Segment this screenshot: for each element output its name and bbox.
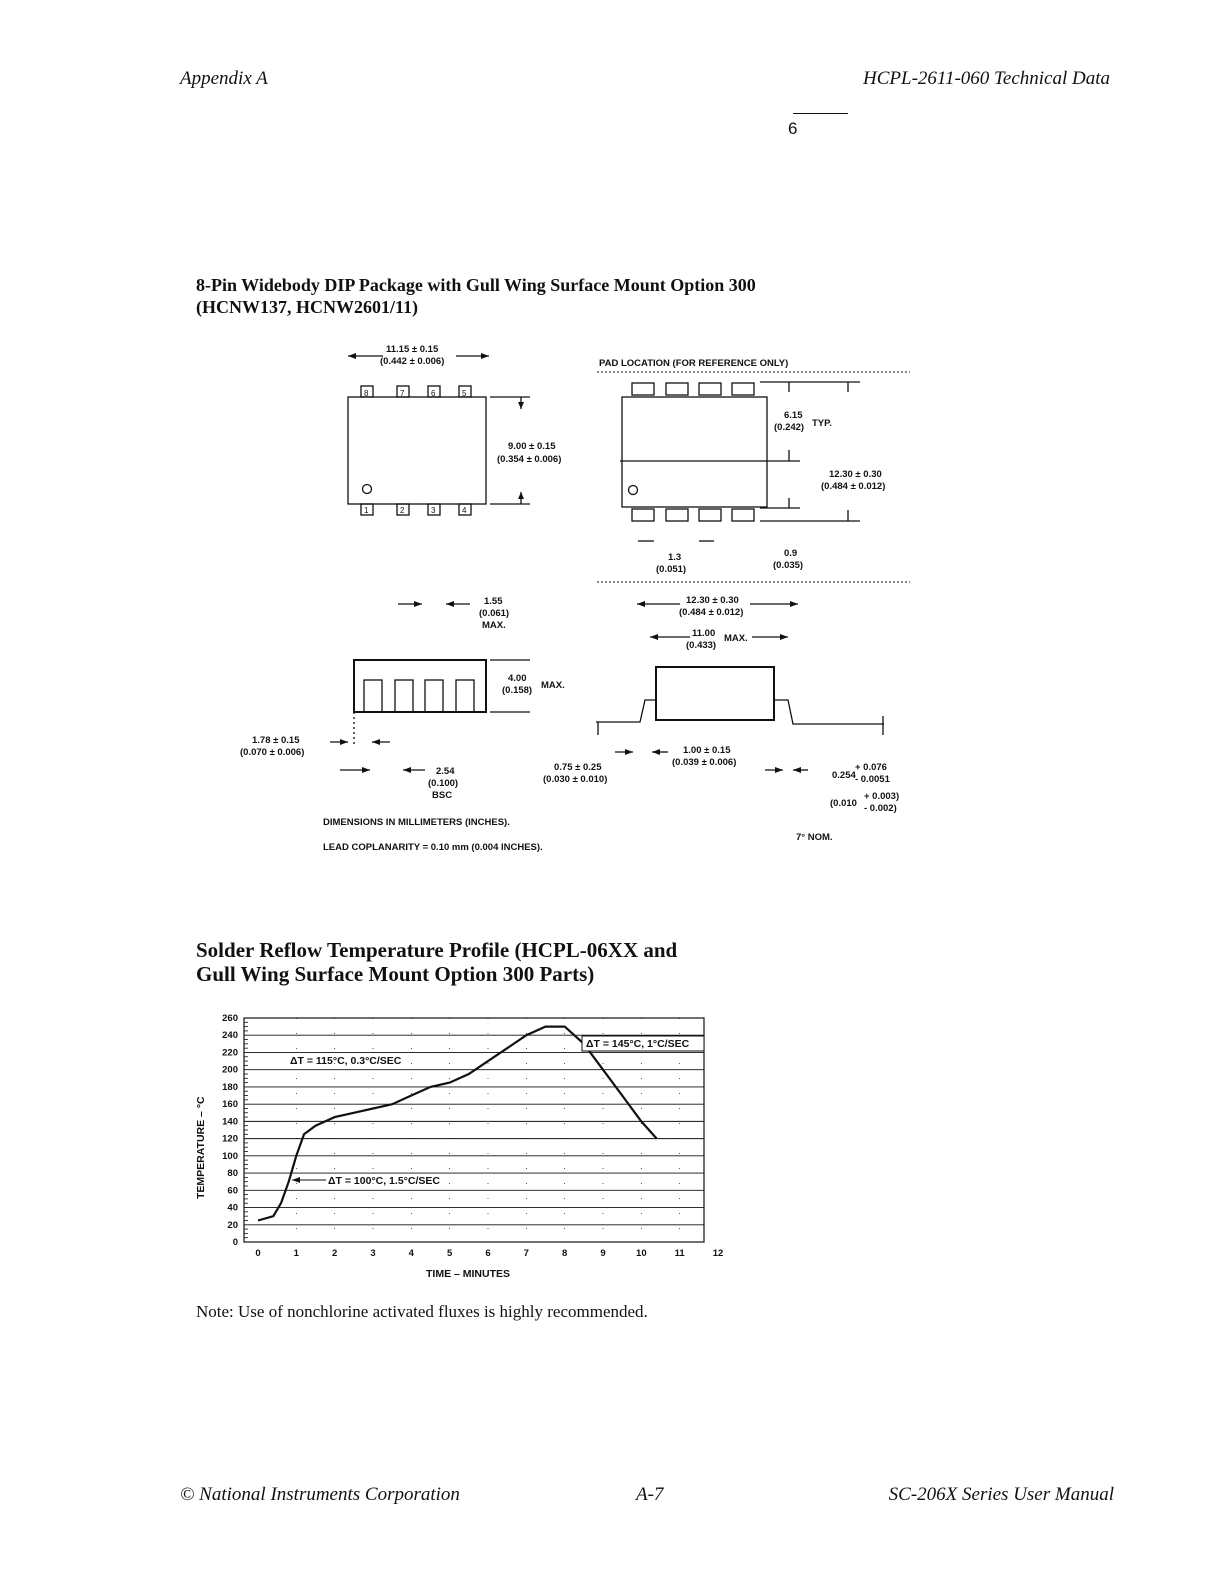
thick-plus: + 0.076: [855, 762, 887, 773]
y-tick-label: 100: [222, 1150, 238, 1162]
x-tick-label: 2: [332, 1248, 338, 1259]
y-tick-label: 0: [232, 1237, 238, 1248]
x-tick-label: 6: [485, 1248, 491, 1259]
body-max-in: (0.433): [686, 640, 717, 651]
pad-pitch: 1.3: [668, 552, 682, 563]
pad-span-in: (0.484 ± 0.012): [821, 481, 886, 492]
y-tick-label: 20: [227, 1219, 238, 1231]
pitch-in: (0.100): [428, 778, 459, 789]
pin-6: 6: [431, 389, 436, 398]
pitch-label: BSC: [432, 790, 453, 801]
x-tick-label: 0: [255, 1248, 261, 1259]
height-max-in: (0.158): [502, 685, 533, 696]
pin-7: 7: [400, 389, 405, 398]
pad-typ-in: (0.242): [774, 422, 805, 433]
flux-note: Note: Use of nonchlorine activated fluxes is highly recommended.: [196, 1302, 648, 1321]
package-drawing: [230, 338, 920, 860]
pad-location-label: PAD LOCATION (FOR REFERENCE ONLY): [599, 358, 789, 369]
thick-minus: - 0.0051: [855, 774, 890, 785]
section2-title-line1: Solder Reflow Temperature Profile (HCPL-06XX and: [196, 938, 678, 962]
x-tick-label: 10: [636, 1248, 647, 1259]
pad-typ-label: TYP.: [812, 418, 832, 429]
lead-width: 1.78 ± 0.15: [252, 735, 300, 746]
pin-2: 2: [400, 506, 405, 515]
standoff-in: (0.039 ± 0.006): [672, 757, 737, 768]
lead-width-in: (0.070 ± 0.006): [240, 747, 305, 758]
chart-grid: [244, 1018, 704, 1242]
thick-in: (0.010: [830, 798, 857, 809]
pin-5: 5: [462, 389, 467, 398]
x-tick-label: 1: [293, 1248, 299, 1259]
thick-in-minus: - 0.002): [864, 803, 897, 814]
y-tick-label: 220: [222, 1047, 238, 1059]
y-tick-label: 60: [227, 1185, 238, 1197]
pin-1: 1: [364, 506, 369, 515]
angle-label: 7° NOM.: [796, 832, 833, 843]
pin-8: 8: [364, 389, 369, 398]
pin-4: 4: [462, 506, 467, 515]
thick-in-plus: + 0.003): [864, 791, 900, 802]
span2-in: (0.484 ± 0.012): [679, 607, 744, 618]
lead-max: 1.55: [484, 596, 503, 607]
pitch: 2.54: [436, 766, 455, 777]
top-view-body: [348, 397, 486, 504]
dim-top-width-in: (0.442 ± 0.006): [380, 356, 445, 367]
foot-in: (0.030 ± 0.010): [543, 774, 608, 785]
body-max-label: MAX.: [724, 633, 748, 644]
annotation-1: ΔT = 145°C, 1°C/SEC: [586, 1038, 690, 1050]
x-axis-label: TIME – MINUTES: [426, 1268, 511, 1280]
footer-center: A-7: [636, 1484, 664, 1505]
x-tick-label: 5: [447, 1248, 453, 1259]
y-tick-label: 240: [222, 1030, 238, 1042]
header-right: HCPL-2611-060 Technical Data: [863, 68, 1110, 89]
footer-right: SC-206X Series User Manual: [888, 1484, 1114, 1505]
section1-title: [196, 274, 756, 318]
standoff: 1.00 ± 0.15: [683, 745, 731, 756]
header-rule: [793, 113, 848, 114]
x-tick-label: 9: [600, 1248, 606, 1259]
header-left: Appendix A: [180, 68, 268, 89]
span2: 12.30 ± 0.30: [686, 595, 739, 606]
y-tick-label: 180: [222, 1081, 238, 1093]
lead-max-label: MAX.: [482, 620, 506, 631]
x-tick-label: 4: [408, 1248, 414, 1259]
x-tick-label: 7: [523, 1248, 529, 1259]
x-tick-label: 3: [370, 1248, 376, 1259]
pad-span: 12.30 ± 0.30: [829, 469, 882, 480]
page-number: 6: [788, 119, 798, 138]
section2-title: [196, 938, 677, 986]
annotation-0: ΔT = 115°C, 0.3°C/SEC: [290, 1055, 402, 1067]
section1-title-line2: (HCNW137, HCNW2601/11): [196, 297, 418, 317]
x-tick-label: 12: [712, 1248, 724, 1259]
pad-typ-mm: 6.15: [784, 410, 803, 421]
lead-max-in: (0.061): [479, 608, 510, 619]
dim-side-height: 9.00 ± 0.15: [508, 441, 556, 452]
reflow-chart: [186, 1004, 724, 1294]
note-coplanarity: LEAD COPLANARITY = 0.10 mm (0.004 INCHES).: [323, 842, 543, 853]
section1-title-line1: 8-Pin Widebody DIP Package with Gull Wing Surface Mount Option 300: [196, 275, 756, 295]
y-tick-label: 160: [222, 1099, 238, 1111]
body-max: 11.00: [692, 628, 716, 639]
x-tick-label: 11: [674, 1248, 685, 1259]
y-tick-label: 200: [222, 1064, 238, 1076]
height-max-label: MAX.: [541, 680, 565, 691]
pad-width-in: (0.035): [773, 560, 804, 571]
y-tick-label: 80: [227, 1168, 238, 1180]
y-tick-label: 140: [222, 1116, 238, 1128]
annotation-2: ΔT = 100°C, 1.5°C/SEC: [328, 1175, 440, 1187]
pin-3: 3: [431, 506, 436, 515]
y-axis-label: TEMPERATURE – °C: [195, 1096, 207, 1199]
pad-width: 0.9: [784, 548, 798, 559]
y-tick-label: 120: [222, 1133, 238, 1145]
dim-top-width: 11.15 ± 0.15: [386, 344, 439, 355]
foot: 0.75 ± 0.25: [554, 762, 602, 773]
note-dimensions: DIMENSIONS IN MILLIMETERS (INCHES).: [323, 817, 510, 828]
height-max: 4.00: [508, 673, 527, 684]
x-tick-label: 8: [562, 1248, 568, 1259]
thick: 0.254: [832, 770, 856, 781]
footer-left: © National Instruments Corporation: [180, 1484, 460, 1505]
y-tick-label: 260: [222, 1013, 238, 1024]
section2-title-line2: Gull Wing Surface Mount Option 300 Parts): [196, 962, 595, 986]
y-tick-label: 40: [227, 1202, 238, 1214]
plot-frame: [244, 1018, 704, 1242]
dim-side-height-in: (0.354 ± 0.006): [497, 454, 562, 465]
pad-pitch-in: (0.051): [656, 564, 687, 575]
